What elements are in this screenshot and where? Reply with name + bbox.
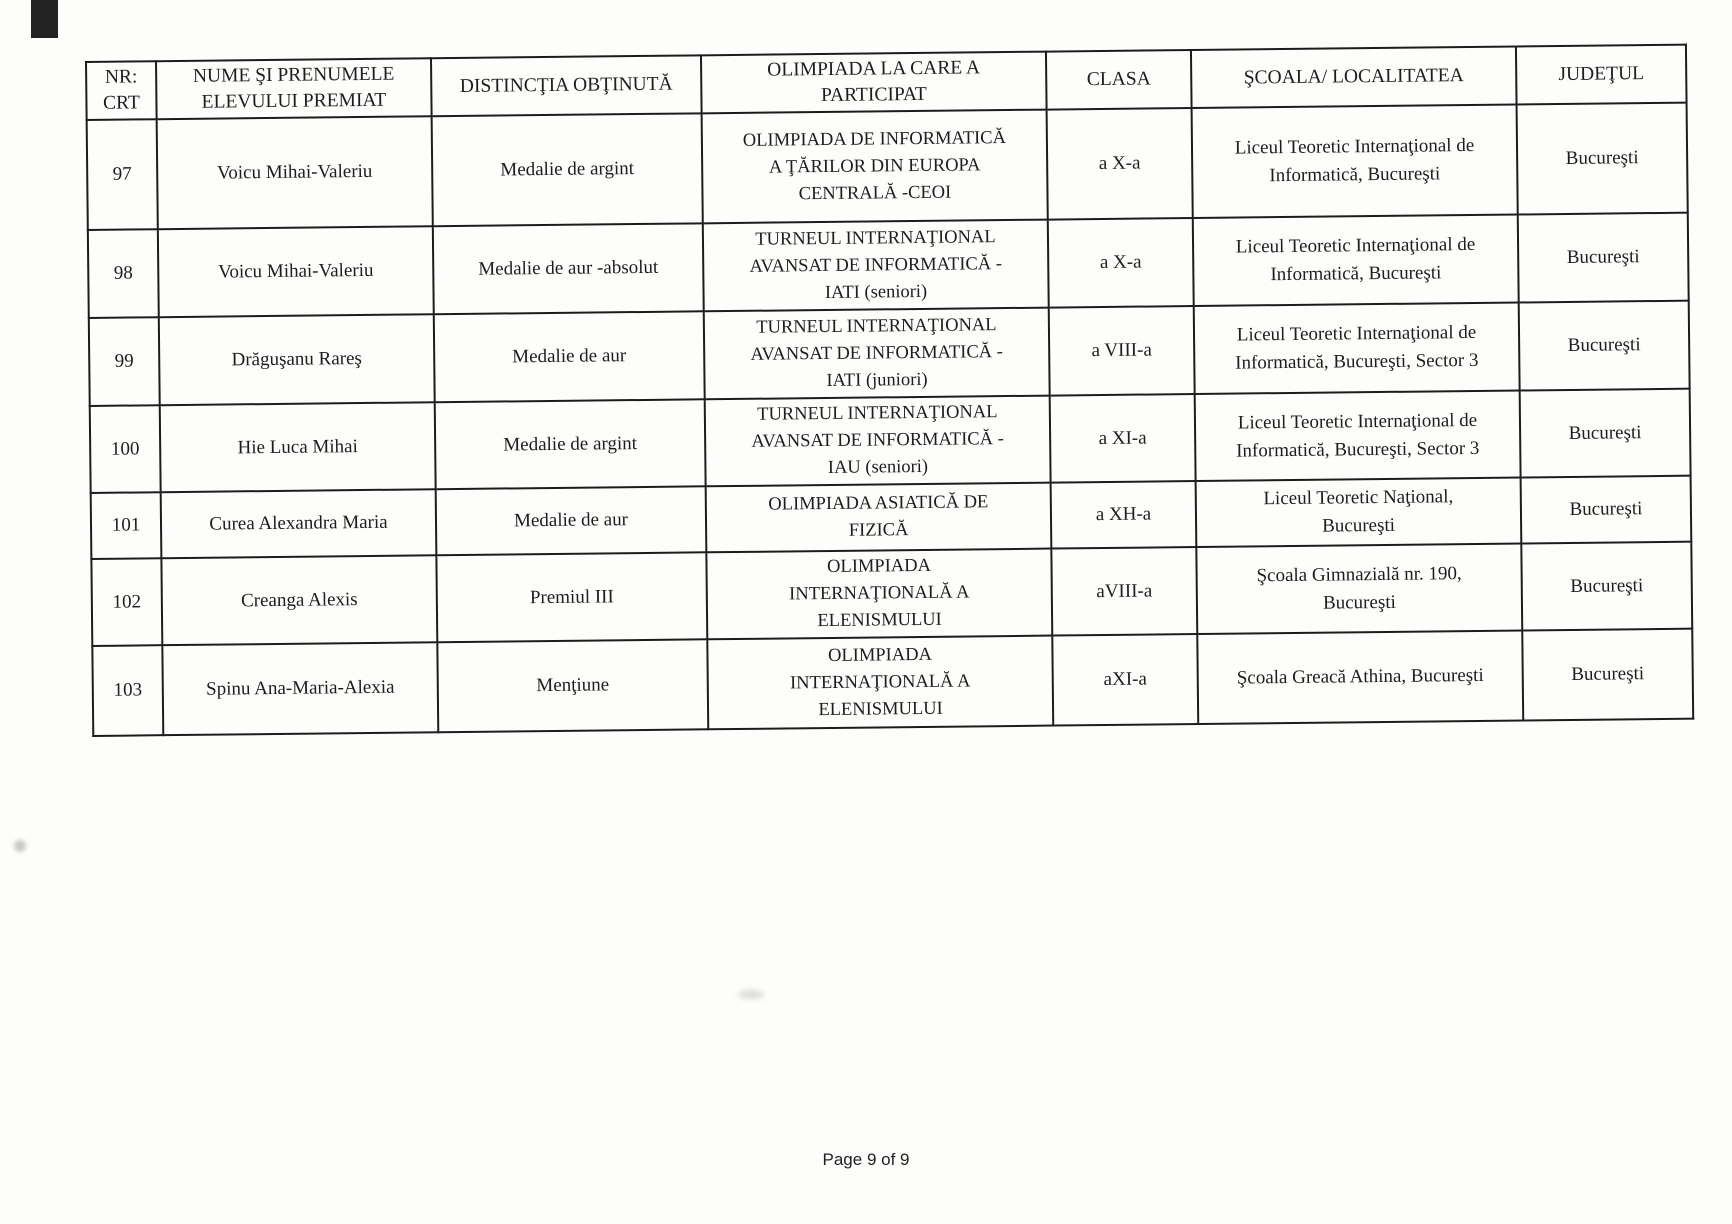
cell-nume: Voicu Mihai-Valeriu <box>158 226 434 317</box>
cell-nr: 100 <box>90 405 161 493</box>
awards-table-wrapper <box>85 44 1694 737</box>
cell-distinctia: Medalie de aur -absolut <box>433 223 704 314</box>
cell-judetul: Bucureşti <box>1520 389 1691 478</box>
cell-distinctia: Menţiune <box>437 639 708 732</box>
column-header-scoala: ŞCOALA/ LOCALITATEA <box>1191 47 1517 109</box>
cell-nr: 101 <box>91 492 162 559</box>
cell-scoala: Liceul Teoretic Internaţional de Informatică, Bucureşti <box>1193 215 1519 307</box>
cell-nr: 102 <box>91 558 162 646</box>
cell-olimpiada: OLIMPIADA DE INFORMATICĂ A ŢĂRILOR DIN EUROPA CENTRALĂ -CEOI <box>702 110 1048 224</box>
table-row <box>89 301 1690 406</box>
cell-nr: 103 <box>92 645 163 736</box>
table-row <box>88 213 1689 318</box>
cell-clasa: a X-a <box>1047 108 1193 220</box>
cell-clasa: aVIII-a <box>1051 547 1197 636</box>
cell-nr: 97 <box>87 119 158 230</box>
cell-clasa: a X-a <box>1048 218 1194 308</box>
cell-nr: 98 <box>88 229 159 318</box>
cell-nume: Hie Luca Mihai <box>160 402 436 492</box>
column-header-clasa: CLASA <box>1046 50 1192 110</box>
cell-distinctia: Medalie de aur <box>436 486 707 555</box>
cell-olimpiada: OLIMPIADA INTERNAŢIONALĂ A ELENISMULUI <box>707 636 1053 730</box>
cell-nume: Curea Alexandra Maria <box>161 489 437 558</box>
cell-distinctia: Premiul III <box>436 552 707 642</box>
cell-judetul: Bucureşti <box>1518 213 1689 303</box>
cell-olimpiada: OLIMPIADA ASIATICĂ DE FIZICĂ <box>706 483 1052 553</box>
cell-judetul: Bucureşti <box>1517 103 1688 215</box>
cell-scoala: Şcoala Greacă Athina, Bucureşti <box>1197 630 1523 724</box>
cell-olimpiada: TURNEUL INTERNAŢIONAL AVANSAT DE INFORMATICĂ - IATI (juniori) <box>704 308 1050 400</box>
column-header-distinctia: DISTINCŢIA OBŢINUTĂ <box>431 55 702 116</box>
scan-speck <box>14 840 26 852</box>
cell-scoala: Liceul Teoretic Internaţional de Informatică, Bucureşti, Sector 3 <box>1194 303 1520 395</box>
scan-speck <box>738 990 764 999</box>
cell-clasa: a VIII-a <box>1049 306 1195 396</box>
cell-judetul: Bucureşti <box>1522 629 1693 721</box>
cell-distinctia: Medalie de aur <box>434 311 705 402</box>
cell-clasa: a XI-a <box>1050 394 1196 483</box>
cell-clasa: aXI-a <box>1052 634 1198 726</box>
cell-nume: Creanga Alexis <box>161 555 437 645</box>
cell-olimpiada: TURNEUL INTERNAŢIONAL AVANSAT DE INFORMATICĂ - IAU (seniori) <box>705 396 1051 487</box>
awards-table <box>85 44 1694 737</box>
cell-nume: Spinu Ana-Maria-Alexia <box>162 642 438 735</box>
cell-scoala: Liceul Teoretic Internaţional de Informatică, Bucureşti, Sector 3 <box>1195 390 1521 481</box>
cell-distinctia: Medalie de argint <box>435 399 706 489</box>
table-row <box>92 629 1693 736</box>
column-header-nume: NUME ŞI PRENUMELE ELEVULUI PREMIAT <box>156 58 432 119</box>
cell-scoala: Şcoala Gimnazială nr. 190, Bucureşti <box>1196 543 1522 634</box>
cell-nume: Drăguşanu Rareş <box>159 314 435 405</box>
cell-judetul: Bucureşti <box>1521 542 1692 631</box>
cell-distinctia: Medalie de argint <box>432 113 703 226</box>
cell-judetul: Bucureşti <box>1521 476 1692 544</box>
cell-olimpiada: TURNEUL INTERNAŢIONAL AVANSAT DE INFORMATICĂ - IATI (seniori) <box>703 220 1049 312</box>
scan-artifact-bar <box>31 0 58 38</box>
cell-nr: 99 <box>89 317 160 406</box>
cell-judetul: Bucureşti <box>1519 301 1690 391</box>
column-header-nr-crt: NR: CRT <box>86 61 157 120</box>
column-header-judetul: JUDEŢUL <box>1516 45 1687 105</box>
table-row <box>87 103 1688 230</box>
cell-olimpiada: OLIMPIADA INTERNAŢIONALĂ A ELENISMULUI <box>706 549 1052 640</box>
page-number-footer: Page 9 of 9 <box>822 1150 910 1169</box>
cell-clasa: a XH-a <box>1051 481 1197 549</box>
cell-nume: Voicu Mihai-Valeriu <box>157 116 433 229</box>
cell-scoala: Liceul Teoretic Internaţional de Informatică, Bucureşti <box>1192 105 1518 219</box>
cell-scoala: Liceul Teoretic Naţional, Bucureşti <box>1196 477 1522 547</box>
column-header-olimpiada: OLIMPIADA LA CARE A PARTICIPAT <box>701 52 1047 114</box>
